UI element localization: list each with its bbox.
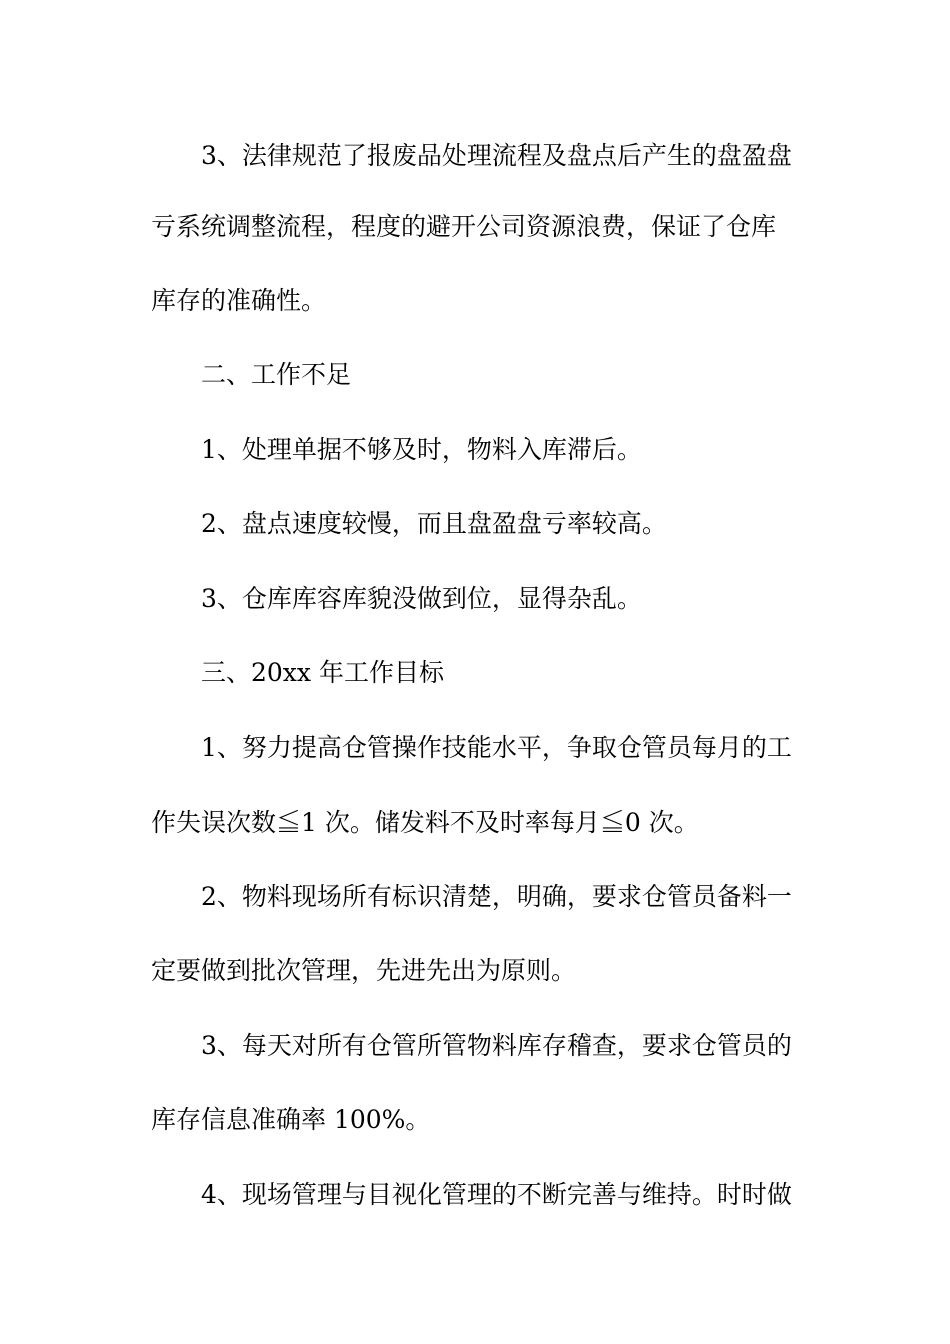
paragraph-line: 1、努力提高仓管操作技能水平，争取仓管员每月的工 <box>201 733 792 762</box>
paragraph-line: 3、法律规范了报废品处理流程及盘点后产生的盘盈盘 <box>201 141 792 170</box>
paragraph-line: 定要做到批次管理，先进先出为原则。 <box>151 956 577 985</box>
paragraph-line: 4、现场管理与目视化管理的不断完善与维持。时时做 <box>201 1180 792 1209</box>
paragraph-line: 3、每天对所有仓管所管物料库存稽查，要求仓管员的 <box>201 1031 792 1060</box>
paragraph-line: 库存信息准确率 100%。 <box>151 1105 431 1134</box>
section-heading: 二、工作不足 <box>201 360 352 389</box>
paragraph-line: 2、物料现场所有标识清楚，明确，要求仓管员备料一 <box>201 882 792 911</box>
paragraph-line: 3、仓库库容库貌没做到位，显得杂乱。 <box>201 584 642 613</box>
paragraph-line: 亏系统调整流程，程度的避开公司资源浪费，保证了仓库 <box>151 212 777 241</box>
paragraph-line: 作失误次数≦1 次。储发料不及时率每月≦0 次。 <box>151 808 699 837</box>
paragraph-line: 2、盘点速度较慢，而且盘盈盘亏率较高。 <box>201 509 667 538</box>
paragraph-line: 1、处理单据不够及时，物料入库滞后。 <box>201 435 642 464</box>
section-heading: 三、20xx 年工作目标 <box>201 658 444 687</box>
paragraph-line: 库存的准确性。 <box>151 286 327 315</box>
